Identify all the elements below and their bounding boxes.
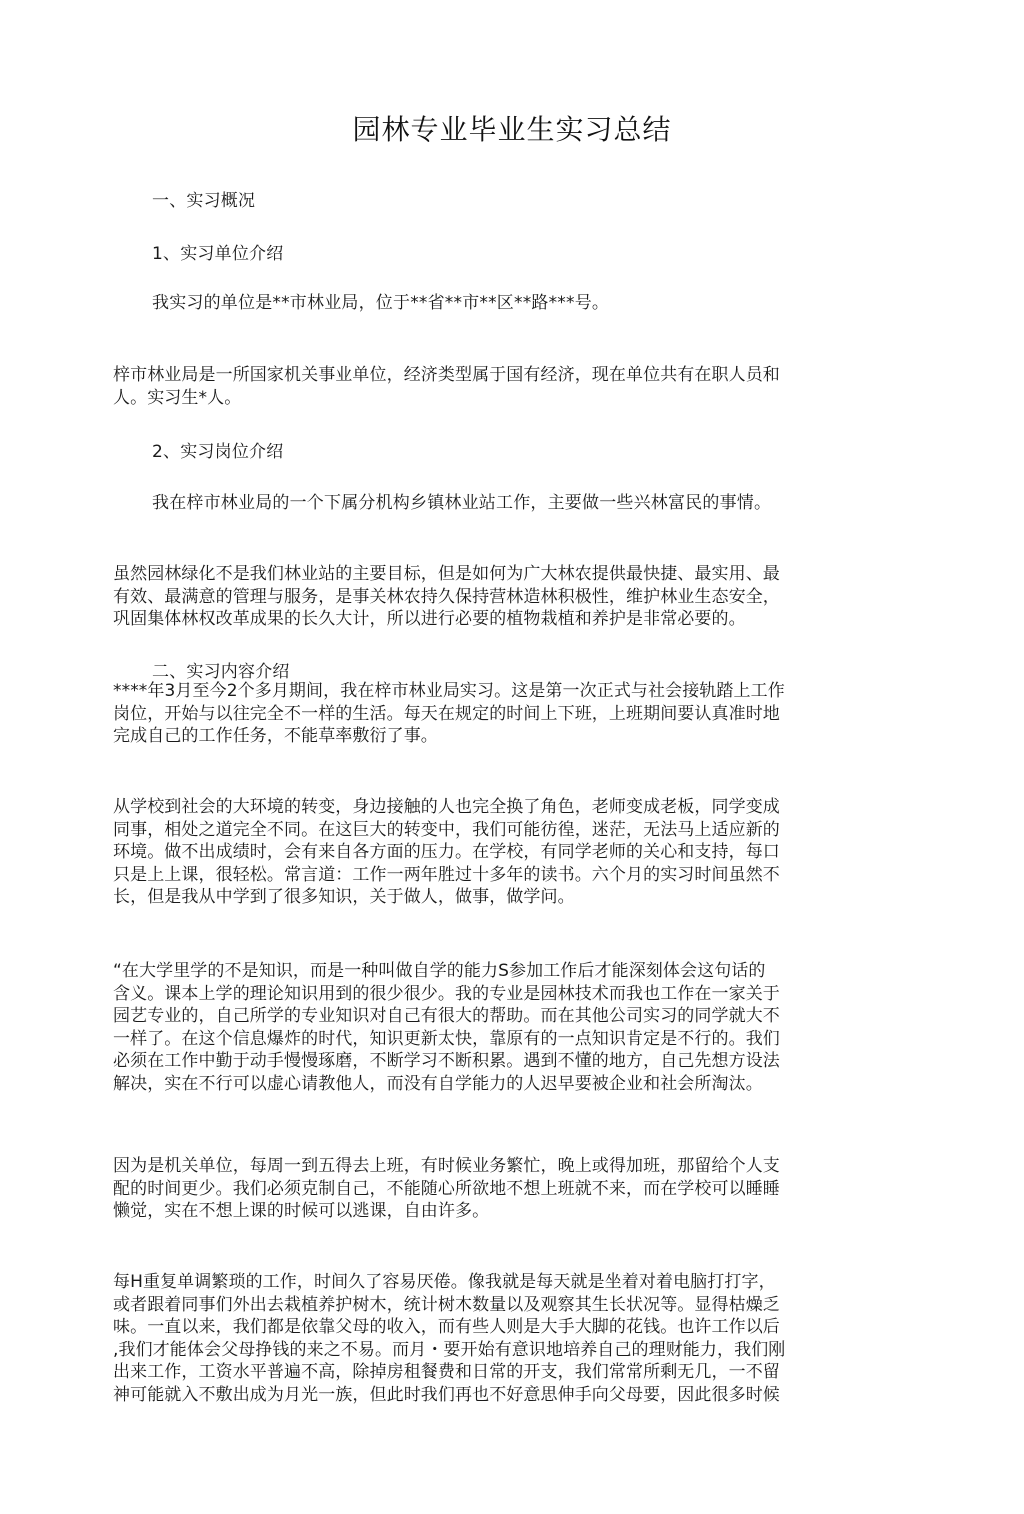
paragraph-line: 岗位，开始与以往完全不一样的生活。每天在规定的时间上下班，上班期间要认真准时地 <box>113 703 780 724</box>
sub2-paragraph <box>113 563 873 631</box>
paragraph-line: 出来工作，工资水平普遍不高，除掉房租餐费和日常的开支，我们常常所剩无几，一不留 <box>113 1362 780 1382</box>
section2-paragraph-2 <box>113 796 873 909</box>
paragraph-line: 神可能就入不敷出成为月光一族，但此时我们再也不好意思伸手向父母要，因此很多时候 <box>113 1384 780 1405</box>
section2-heading: 二、实习内容介绍 <box>152 662 290 682</box>
section2-paragraph-4 <box>113 1155 873 1223</box>
section1-heading: 一、实习概况 <box>152 191 256 211</box>
paragraph-line: 解决，实在不行可以虚心请教他人，而没有自学能力的人迟早要被企业和社会所淘汰。 <box>113 1073 763 1094</box>
paragraph-line: 园艺专业的，自己所学的专业知识对自己有很大的帮助。而在其他公司实习的同学就大不 <box>113 1006 780 1026</box>
paragraph-line: 环境。做不出成绩时，会有来自各方面的压力。在学校，有同学老师的关心和支持，每口 <box>113 842 780 862</box>
paragraph-line: 配的时间更少。我们必须克制自己，不能随心所欲地不想上班就不来，而在学校可以睡睡 <box>113 1178 780 1199</box>
paragraph-line: 味。一直以来，我们都是依靠父母的收入，而有些人则是大手大脚的花钱。也许工作以后 <box>113 1317 780 1337</box>
paragraph-line: “在大学里学的不是知识，而是一种叫做自学的能力S参加工作后才能深刻体会这句话的 <box>113 961 766 981</box>
paragraph-line: 有效、最满意的管理与服务，是事关林农持久保持营林造林积极性，维护林业生态安全， <box>113 586 780 607</box>
section2-paragraph-1 <box>113 680 873 748</box>
paragraph-line: 懒觉，实在不想上课的时候可以逃课，自由许多。 <box>113 1201 490 1221</box>
paragraph-line: 梓市林业局是一所国家机关事业单位，经济类型属于国有经济，现在单位共有在职人员和 <box>113 365 780 385</box>
paragraph-line: 虽然园林绿化不是我们林业站的主要目标，但是如何为广大林农提供最快捷、最实用、最 <box>113 564 780 584</box>
paragraph-line: 每H重复单调繁琐的工作，时间久了容易厌倦。像我就是每天就是坐着对着电脑打打字， <box>113 1272 776 1292</box>
paragraph-line: 从学校到社会的大环境的转变，身边接触的人也完全换了角色，老师变成老板，同学变成 <box>113 797 780 817</box>
paragraph-line: 巩固集体林权改革成果的长久大计，所以进行必要的植物栽植和养护是非常必要的。 <box>113 609 746 629</box>
paragraph-line: 必须在工作中勤于动手慢慢琢磨，不断学习不断积累。遇到不懂的地方，自己先想方设法 <box>113 1051 780 1071</box>
paragraph-line: 完成自己的工作任务，不能草率敷衍了事。 <box>113 726 438 746</box>
paragraph-line: 一样了。在这个信息爆炸的时代，知识更新太快，靠原有的一点知识肯定是不行的。我们 <box>113 1028 780 1049</box>
sub1-heading: 1、实习单位介绍 <box>152 244 284 264</box>
paragraph-line: 长，但是我从中学到了很多知识，关于做人，做事，做学问。 <box>113 887 575 907</box>
sub1-paragraph <box>113 364 873 409</box>
paragraph-line: 因为是机关单位，每周一到五得去上班，有时候业务繁忙，晚上或得加班，那留给个人支 <box>113 1156 780 1176</box>
paragraph-line: 只是上上课，很轻松。常言道：工作一两年胜过十多年的读书。六个月的实习时间虽然不 <box>113 864 780 885</box>
paragraph-line: ****年3月至今2个多月期间，我在梓市林业局实习。这是第一次正式与社会接轨踏上工作 <box>113 681 785 701</box>
paragraph-line: 人。实习生*人。 <box>113 387 242 408</box>
sub1-intro-line: 我实习的单位是**市林业局，位于**省**市**区**路***号。 <box>152 293 610 313</box>
sub2-intro-line: 我在梓市林业局的一个下属分机构乡镇林业站工作，主要做一些兴林富民的事情。 <box>152 493 772 513</box>
paragraph-line: 同事，相处之道完全不同。在这巨大的转变中，我们可能彷徨，迷茫，无法马上适应新的 <box>113 819 780 840</box>
sub2-heading: 2、实习岗位介绍 <box>152 442 284 462</box>
paragraph-line: 含义。课本上学的理论知识用到的很少很少。我的专业是园林技术而我也工作在一家关于 <box>113 983 780 1004</box>
section2-paragraph-5 <box>113 1271 873 1406</box>
paragraph-line: 或者跟着同事们外出去栽植养护树木，统计树木数量以及观察其生长状况等。显得枯燥乏 <box>113 1294 780 1315</box>
document-title: 园林专业毕业生实习总结 <box>352 113 672 146</box>
paragraph-line: ,我们才能体会父母挣钱的来之不易。而月・要开始有意识地培养自己的理财能力，我们刚 <box>113 1339 786 1360</box>
section2-paragraph-3 <box>113 960 873 1095</box>
